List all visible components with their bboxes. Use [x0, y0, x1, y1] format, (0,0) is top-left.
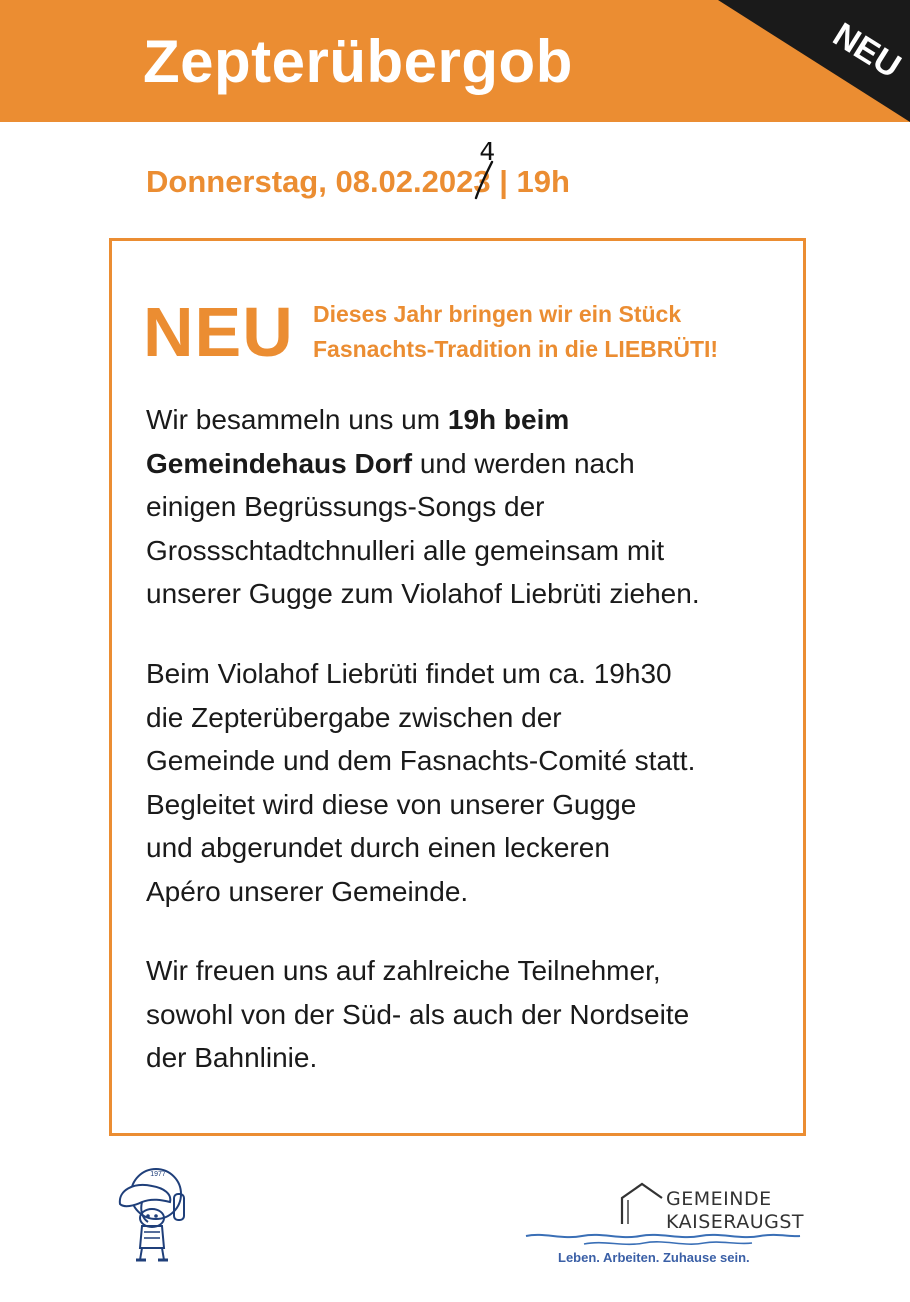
text-line: Gemeinde und dem Fasnachts-Comité statt. — [146, 745, 696, 776]
corner-badge-label: NEU — [826, 15, 908, 86]
logo-line-kaiseraugst: KAISERAUGST — [666, 1211, 805, 1233]
neu-corner-badge — [718, 0, 910, 122]
bold-run: Gemeindehaus Dorf — [146, 447, 413, 479]
logo-year: 1977 — [150, 1171, 166, 1178]
paragraph-invitation — [146, 949, 786, 1080]
text-line: die Zepterübergabe zwischen der — [146, 701, 562, 733]
date-suffix: | 19h — [490, 164, 570, 199]
text-run: Wir besammeln uns um — [146, 404, 448, 435]
paragraph-ceremony — [146, 652, 786, 913]
text-line: sowohl von der Süd- als auch der Nordseite — [146, 998, 690, 1030]
neu-label: NEU — [143, 293, 294, 371]
text-run: und werden nach — [412, 447, 635, 479]
intro-text — [313, 297, 718, 367]
logo-line-gemeinde: GEMEINDE — [666, 1188, 772, 1210]
text-line: Grossschtadtchnulleri alle gemeinsam mit — [146, 534, 665, 566]
text-line — [146, 442, 786, 486]
text-line: der Bahnlinie. — [146, 1042, 318, 1073]
page-title: Zepterübergob — [143, 28, 573, 95]
text-line: Begleitet wird diese von unserer Gugge — [146, 788, 637, 820]
text-line: einigen Begrüssungs-Songs der — [146, 491, 545, 522]
intro-line: Dieses Jahr bringen wir ein Stück — [313, 301, 682, 327]
crossed-digit: 3 — [473, 164, 491, 199]
text-line: unserer Gugge zum Violahof Liebrüti ziehen. — [146, 578, 700, 609]
text-line: Wir freuen uns auf zahlreiche Teilnehmer, — [146, 955, 661, 986]
handwritten-correction: 4 — [479, 137, 496, 166]
gemeinde-kaiseraugst-logo — [524, 1180, 814, 1270]
intro-line: Fasnachts-Tradition in die LIEBRÜTI! — [313, 336, 719, 362]
event-date — [146, 137, 570, 204]
corrected-year-digit — [473, 137, 496, 204]
club-mascot-logo — [112, 1160, 194, 1265]
bold-run: 19h beim — [447, 404, 570, 435]
text-line: Apéro unserer Gemeinde. — [146, 875, 469, 907]
text-line: Beim Violahof Liebrüti findet um ca. 19h30 — [146, 658, 672, 689]
paragraph-gathering — [146, 398, 786, 616]
date-prefix: Donnerstag, 08.02.202 — [146, 164, 474, 199]
text-line — [146, 398, 786, 442]
logo-slogan: Leben. Arbeiten. Zuhause sein. — [558, 1250, 750, 1265]
text-line: und abgerundet durch einen leckeren — [146, 832, 610, 863]
